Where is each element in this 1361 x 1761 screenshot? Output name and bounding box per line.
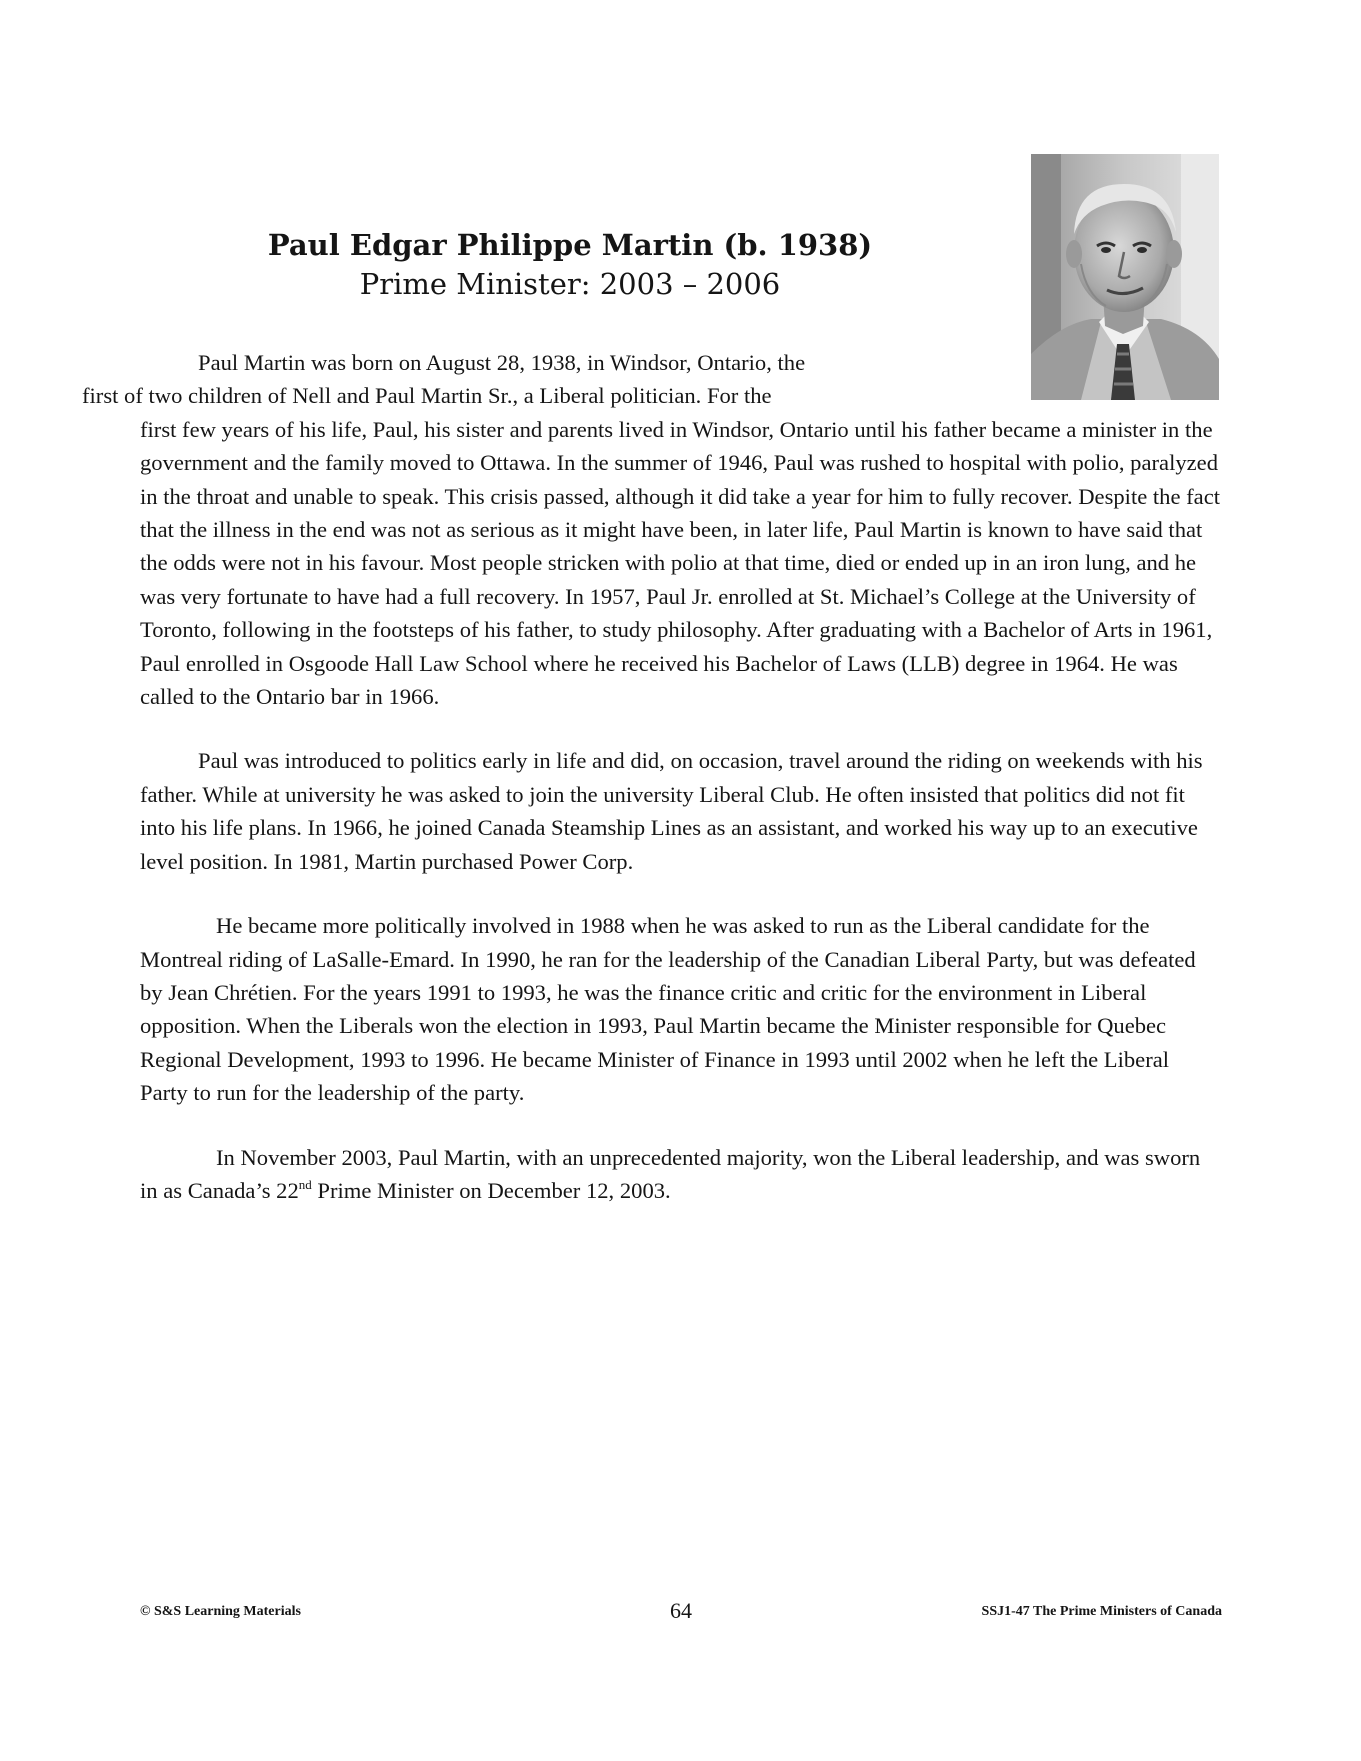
page-footer — [140, 1598, 1222, 1628]
paragraph-4 — [140, 1141, 1220, 1208]
paragraph-4-text: In November 2003, Paul Martin, with an unprecedented majority, won the Liberal leadership, and was sworn in as Canada’s 22 — [140, 1144, 1201, 1203]
article-body — [82, 346, 1221, 1207]
paragraph-1-line-2: first of two children of Nell and Paul Martin Sr., a Liberal politician. For the — [82, 383, 772, 409]
paragraph-1-intro — [82, 346, 980, 413]
paragraph-1-continued: first few years of his life, Paul, his sister and parents lived in Windsor, Ontario until his father became a minister in the government and the family moved to Ottawa. In the summer of 1946, Paul was rushed to hospital with polio, paralyzed in the throat and unable to speak. This crisis passed, although it did take a year for him to fully recover. Despite the fact that the illness in the end was not as serious as it might have been, in later life, Paul Martin is known to have said that the odds were not in his favour. Most people stricken with polio at that time, died or ended up in an iron lung, and he was very fortunate to have had a full recovery. In 1957, Paul Jr. enrolled at St. Michael’s College at the University of Toronto, following in the footsteps of his father, to study philosophy. After graduating with a Bachelor of Arts in 1961, Paul enrolled in Osgoode Hall Law School where he received his Bachelor of Laws (LLB) degree in 1964. He was called to the Ontario bar in 1966. — [140, 416, 1221, 710]
ordinal-suffix: nd — [298, 1176, 312, 1192]
paragraph-2: Paul was introduced to politics early in life and did, on occasion, travel around the riding on weekends with his father. While at university he was asked to join the university Liberal Club. He often insisted that politics did not fit into his life plans. In 1966, he joined Canada Steamship Lines as an assistant, and worked his way up to an executive level position. In 1981, Martin purchased Power Corp. — [140, 748, 1203, 874]
page-header — [140, 225, 1000, 303]
footer-copyright: © S&S Learning Materials — [140, 1604, 301, 1619]
paragraph-1-line-1: Paul Martin was born on August 28, 1938, in Windsor, Ontario, the — [198, 350, 806, 375]
page-number: 64 — [670, 1598, 692, 1623]
page-title: Paul Edgar Philippe Martin (b. 1938) — [267, 228, 873, 262]
page-subtitle: Prime Minister: 2003 – 2006 — [359, 267, 781, 301]
footer-series-title: SSJ1-47 The Prime Ministers of Canada — [981, 1604, 1222, 1619]
paragraph-3: He became more politically involved in 1988 when he was asked to run as the Liberal candidate for the Montreal riding of LaSalle-Emard. In 1990, he ran for the leadership of the Canadian Liberal Party, but was defeated by Jean Chrétien. For the years 1991 to 1993, he was the finance critic and critic for the environment in Liberal opposition. When the Liberals won the election in 1993, Paul Martin became the Minister responsible for Quebec Regional Development, 1993 to 1996. He became Minister of Finance in 1993 until 2002 when he left the Liberal Party to run for the leadership of the party. — [140, 913, 1196, 1106]
paragraph-4-end: Prime Minister on December 12, 2003. — [311, 1177, 671, 1203]
